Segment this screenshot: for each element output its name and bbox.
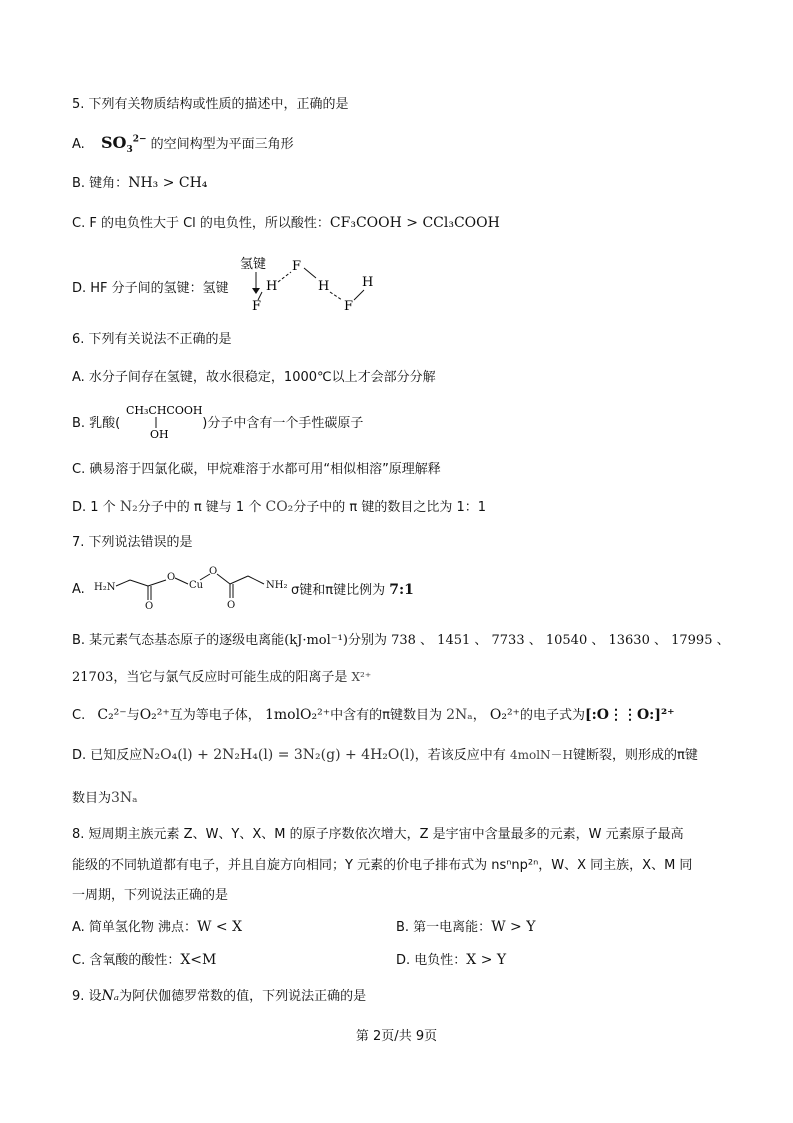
- page-footer: 第 2页/共 9页: [355, 1029, 438, 1044]
- q7-option-c: C. C₂²⁻与O₂²⁺互为等电子体， 1molO₂²⁺中含有的π键数目为 2Nₐ， O₂²⁺的电子式为[:O⋮⋮O:]²⁺: [72, 707, 675, 723]
- lactic-acid-structure: [124, 400, 214, 442]
- q5-option-a: A. $SO_3^{2-}$ 的空间构型为平面三角形: [72, 133, 294, 156]
- svg-text:H: H: [362, 275, 374, 290]
- q7-option-a-label: A.: [72, 582, 85, 597]
- q5-option-b: B. 键角：NH₃ > CH₄: [72, 175, 208, 191]
- q7-option-a-text: σ键和π键比例为 7:1: [291, 582, 414, 598]
- q8-option-d: D. 电负性：X > Y: [396, 952, 507, 968]
- svg-text:O: O: [167, 572, 176, 583]
- svg-text:O: O: [227, 600, 236, 611]
- svg-text:Cu: Cu: [189, 580, 204, 591]
- q8-line3: 一周期，下列说法正确的是: [72, 888, 229, 903]
- q7-option-b-line2: 21703，当它与氯气反应时可能生成的阳离子是 X²⁺: [72, 670, 372, 685]
- q6-option-c: C. 碘易溶于四氯化碳，甲烷难溶于水都可用“相似相溶”原理解释: [72, 462, 441, 477]
- q6-option-a: A. 水分子间存在氢键，故水很稳定，1000℃以上才会部分分解: [72, 370, 436, 385]
- q9-stem: 9. 设Nₐ为阿伏伽德罗常数的值，下列说法正确的是: [72, 988, 367, 1004]
- svg-text:F: F: [344, 299, 354, 314]
- svg-text:O: O: [209, 566, 218, 577]
- copper-glycinate-structure: [92, 562, 292, 612]
- q7-option-d-line1: D. 已知反应N₂O₄(l) + 2N₂H₄(l) = 3N₂(g) + 4H₂O(l)，若该反应中有 4molN－H键断裂，则形成的π键: [72, 747, 698, 763]
- svg-text:OH: OH: [150, 428, 169, 441]
- q7-stem: 7. 下列说法错误的是: [72, 535, 193, 550]
- q6-option-d: D. 1 个 N₂分子中的 π 键与 1 个 CO₂分子中的 π 键的数目之比为 1：1: [72, 499, 487, 515]
- q8-line1: 8. 短周期主族元素 Z、W、Y、X、M 的原子序数依次增大，Z 是宇宙中含量最多的元素，W 元素原子最高: [72, 827, 684, 842]
- svg-text:O: O: [145, 601, 154, 612]
- q5-option-c: C. F 的电负性大于 Cl 的电负性，所以酸性：CF₃COOH > CCl₃COOH: [72, 215, 500, 231]
- q6-stem: 6. 下列有关说法不正确的是: [72, 332, 232, 347]
- svg-text:H: H: [266, 279, 278, 294]
- svg-text:CH₃CHCOOH: CH₃CHCOOH: [126, 404, 203, 417]
- q8-line2: 能级的不同轨道都有电子，并且自旋方向相同；Y 元素的价电子排布式为 nsⁿnp²ⁿ，W、X 同主族，X、M 同: [72, 858, 693, 873]
- q7-option-b-line1: B. 某元素气态基态原子的逐级电离能(kJ·mol⁻¹)分别为 738 、 1451 、 7733 、 10540 、 13630 、 17995 、: [72, 633, 730, 648]
- svg-text:F: F: [252, 299, 262, 314]
- hf-hydrogen-bond-diagram: [236, 254, 386, 314]
- svg-text:NH₂: NH₂: [266, 580, 288, 591]
- q8-option-b: B. 第一电离能：W > Y: [396, 919, 536, 935]
- q7-option-d-line2: 数目为3Nₐ: [72, 790, 138, 806]
- q8-option-c: C. 含氧酸的酸性：X<M: [72, 952, 217, 968]
- svg-text:H: H: [318, 279, 330, 294]
- svg-text:F: F: [292, 259, 302, 274]
- q5-option-d: D. HF 分子间的氢键：氢键: [72, 281, 229, 296]
- so3-formula: $SO_3^{2-}$: [100, 133, 147, 156]
- q6-option-b: B. 乳酸( )分子中含有一个手性碳原子: [72, 416, 364, 431]
- hbond-label: 氢键: [240, 257, 267, 272]
- q8-option-a: A. 简单氢化物 沸点：W < X: [72, 919, 243, 935]
- svg-text:H₂N: H₂N: [94, 582, 116, 593]
- q5-stem: 5. 下列有关物质结构或性质的描述中，正确的是: [72, 97, 349, 112]
